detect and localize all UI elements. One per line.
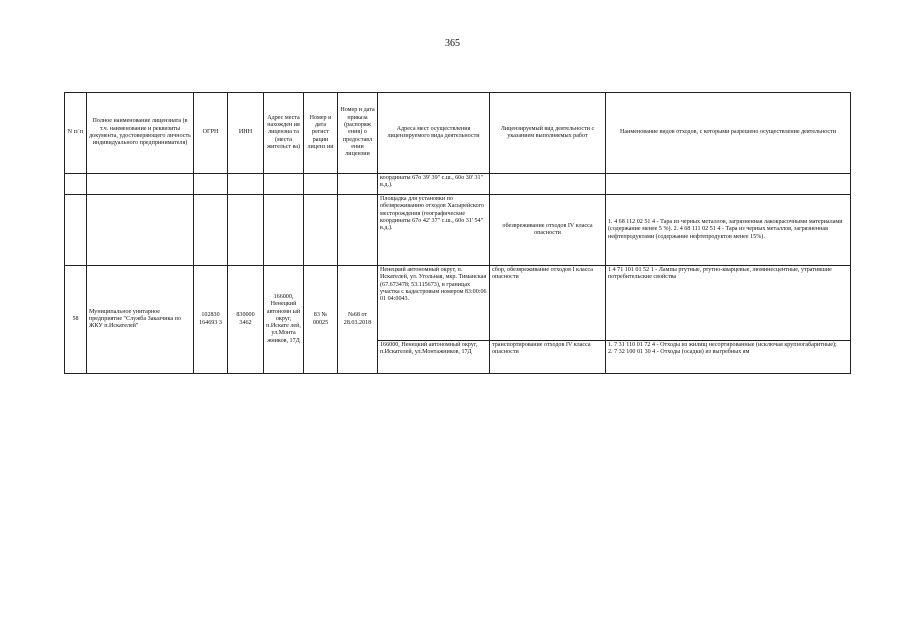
cell-places: Площадка для установки по обезвреживанию отходов Хасырейского месторождения (географические координаты 67о 42' 37" с.ш., 60о 31' 54" в.д.). bbox=[378, 195, 490, 266]
cell-name: Муниципальное унитарное предприятие "Служба Заказчика по ЖКУ п.Искателей" bbox=[87, 266, 194, 374]
table-row bbox=[65, 266, 851, 341]
license-table bbox=[64, 92, 851, 374]
cell-places: 166000, Ненецкий автономный округ, п.Искателей, ул.Монтажников, 17Д bbox=[378, 341, 490, 374]
table-header-row bbox=[65, 93, 851, 174]
cell-address: 166000, Ненецкий автономн ый округ, п.Искате лей, ул.Монта жников, 17Д bbox=[264, 266, 304, 374]
cell-ogrn: 102830 164693 3 bbox=[194, 266, 228, 374]
waste-line: 1. 7 31 110 01 72 4 - Отходы из жилищ несортированные (исключая крупногабаритные); bbox=[608, 342, 837, 348]
table-row bbox=[65, 174, 851, 195]
waste-line: 2. 7 32 100 01 30 4 - Отходы (осадки) из выгребных ям bbox=[608, 349, 750, 356]
header-places: Адреса мест осуществления лицензируемого вида деятельности bbox=[378, 93, 490, 174]
header-name: Полное наименование лицензиата (в т.ч. наименование и реквизиты документа, удостоверяющего личность индивидуального предпринимателя) bbox=[87, 93, 194, 174]
cell-empty bbox=[87, 195, 194, 266]
cell-inn: 830000 3462 bbox=[228, 266, 264, 374]
cell-empty bbox=[304, 195, 338, 266]
cell-waste: 1 4 71 101 01 52 1 - Лампы ртутные, ртутно-кварцевые, люминесцентные, утратившие потребительские свойства bbox=[606, 266, 851, 341]
table-row bbox=[65, 195, 851, 266]
cell-empty bbox=[490, 174, 606, 195]
cell-empty bbox=[228, 174, 264, 195]
cell-empty bbox=[338, 195, 378, 266]
header-waste: Наименование видов отходов, с которыми разрешено осуществление деятельности bbox=[606, 93, 851, 174]
header-address: Адрес места нахожден ия лицензиа та (места жительст ва) bbox=[264, 93, 304, 174]
cell-empty bbox=[65, 195, 87, 266]
cell-empty bbox=[264, 174, 304, 195]
cell-activity: обезвреживание отходов IV класса опасности bbox=[490, 195, 606, 266]
cell-empty bbox=[228, 195, 264, 266]
header-num: N п/ п bbox=[65, 93, 87, 174]
cell-empty bbox=[338, 174, 378, 195]
header-order: Номер и дата приказа (распоряж ения) о предоставл ении лицензии bbox=[338, 93, 378, 174]
cell-empty bbox=[194, 195, 228, 266]
cell-activity: сбор, обезвреживание отходов I класса опасности bbox=[490, 266, 606, 341]
cell-empty bbox=[87, 174, 194, 195]
cell-waste: 1. 4 68 112 02 51 4 - Тара из черных металлов, загрязненная лакокрасочными материалами (содержание менее 5 %). 2. 4 68 111 02 51 4 - Тара из черных металлов, загрязненная нефтепродуктами (содержание нефтепродуктов менее 15%). bbox=[606, 195, 851, 266]
cell-activity: транспортирование отходов IV класса опасности bbox=[490, 341, 606, 374]
cell-empty bbox=[194, 174, 228, 195]
page-number: 365 bbox=[445, 38, 460, 49]
header-activity: Лицензируемый вид деятельности с указанием выполняемых работ bbox=[490, 93, 606, 174]
cell-empty bbox=[606, 174, 851, 195]
cell-places: координаты 67о 39' 39" с.ш., 60о 30' 31" в.д.). bbox=[378, 174, 490, 195]
cell-registration: 83 № 00025 bbox=[304, 266, 338, 374]
header-inn: ИНН bbox=[228, 93, 264, 174]
header-ogrn: ОГРН bbox=[194, 93, 228, 174]
header-registration: Номер и дата регист рации лиценз ии bbox=[304, 93, 338, 174]
cell-num: 58 bbox=[65, 266, 87, 374]
cell-empty bbox=[264, 195, 304, 266]
cell-order: №68 от 28.03.2018 bbox=[338, 266, 378, 374]
cell-places: Ненецкий автономный округ, п. Искателей, ул. Угольная, мкр. Тиманская (67.673478; 53.115673), в границах участка с кадастровым номером 83:00:06 01 04:0043. bbox=[378, 266, 490, 341]
cell-empty bbox=[65, 174, 87, 195]
cell-empty bbox=[304, 174, 338, 195]
cell-waste bbox=[606, 341, 851, 374]
